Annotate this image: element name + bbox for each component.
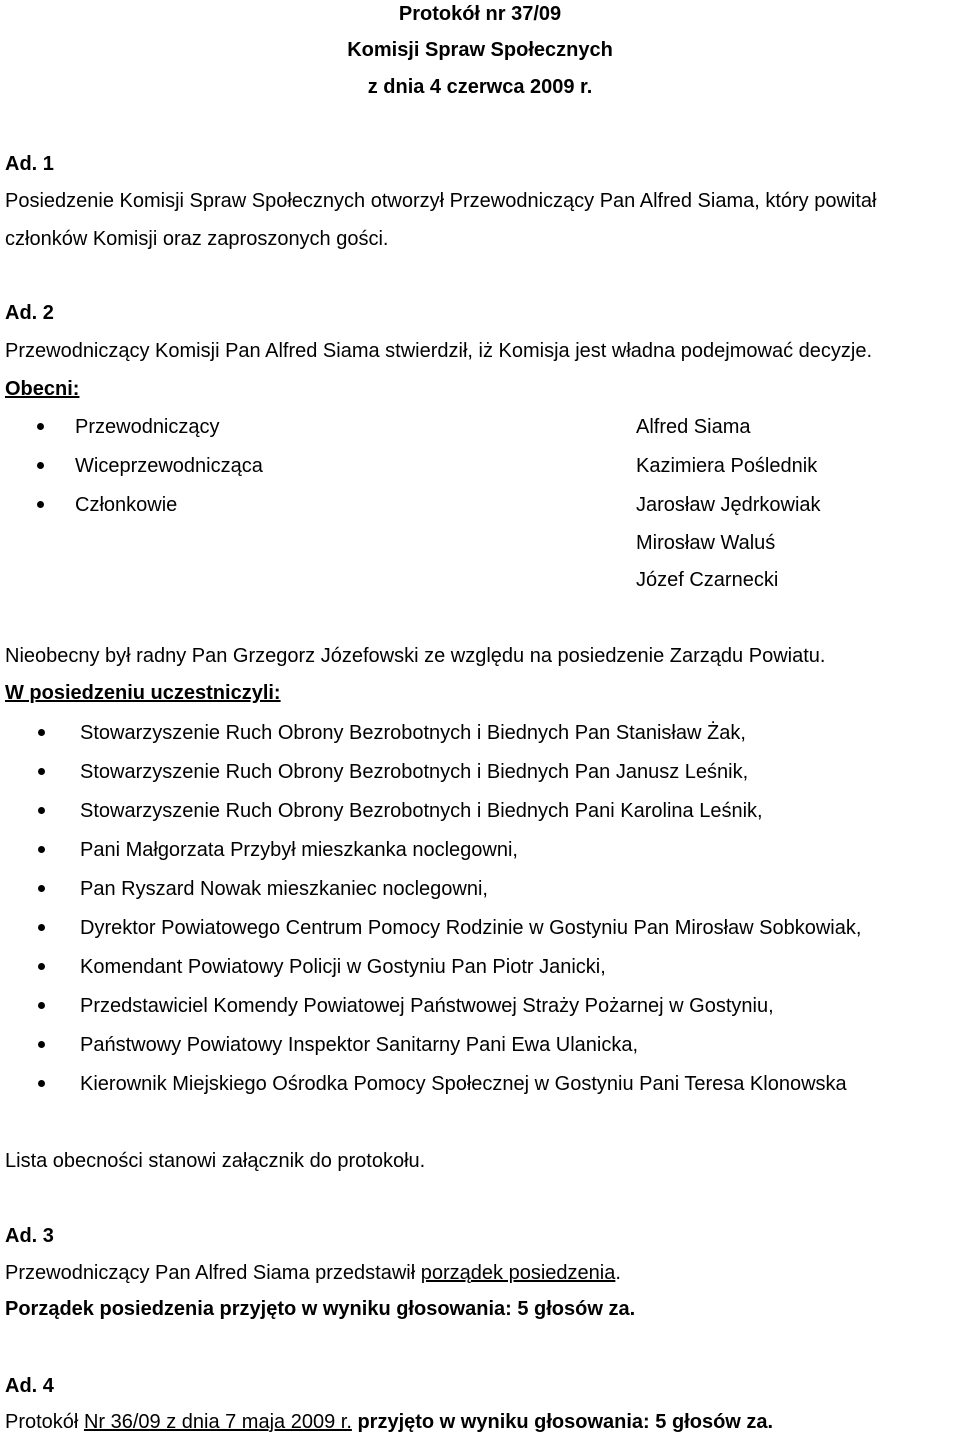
ad1-paragraph-line-2: członków Komisji oraz zaproszonych gości. [5, 228, 389, 250]
ad3-heading: Ad. 3 [5, 1225, 54, 1247]
participant-item: Komendant Powiatowy Policji w Gostyniu Pan Piotr Janicki, [80, 956, 606, 978]
absent-note: Nieobecny był radny Pan Grzegorz Józefowski ze względu na posiedzenie Zarządu Powiatu. [5, 645, 826, 667]
participant-item: Dyrektor Powiatowego Centrum Pomocy Rodzinie w Gostyniu Pan Mirosław Sobkowiak, [80, 917, 862, 939]
participant-item: Przedstawiciel Komendy Powiatowej Państwowej Straży Pożarnej w Gostyniu, [80, 995, 774, 1017]
bullet-icon [38, 729, 45, 736]
document-subtitle: Komisji Spraw Społecznych [347, 39, 613, 61]
agenda-link[interactable]: porządek posiedzenia [420, 1262, 616, 1284]
ad2-statement: Przewodniczący Komisji Pan Alfred Siama stwierdził, iż Komisja jest władna podejmować decyzje. [5, 340, 873, 362]
participant-item: Pan Ryszard Nowak mieszkaniec noclegowni, [80, 878, 488, 900]
previous-protocol-link[interactable]: Nr 36/09 z dnia 7 maja 2009 r. [83, 1411, 352, 1433]
bullet-icon [37, 423, 44, 430]
bullet-icon [38, 963, 45, 970]
participant-item: Stowarzyszenie Ruch Obrony Bezrobotnych i Biednych Pani Karolina Leśnik, [80, 800, 763, 822]
participants-label: W posiedzeniu uczestniczyli: [5, 682, 281, 704]
present-name: Jarosław Jędrkowiak [636, 494, 821, 516]
present-role: Wiceprzewodnicząca [75, 455, 263, 477]
ad1-paragraph-line-1: Posiedzenie Komisji Spraw Społecznych otworzył Przewodniczący Pan Alfred Siama, który powitał [5, 190, 877, 212]
attendance-note: Lista obecności stanowi załącznik do protokołu. [5, 1150, 426, 1172]
present-role: Członkowie [75, 494, 178, 516]
ad3-paragraph [5, 1263, 621, 1283]
ad4-vote-result: przyjęto w wyniku głosowania: 5 głosów za. [351, 1411, 774, 1433]
bullet-icon [38, 1002, 45, 1009]
bullet-icon [37, 501, 44, 508]
document-date: z dnia 4 czerwca 2009 r. [367, 76, 593, 98]
bullet-icon [38, 768, 45, 775]
document-title: Protokół nr 37/09 [398, 3, 562, 25]
bullet-icon [38, 807, 45, 814]
bullet-icon [38, 1041, 45, 1048]
present-name: Alfred Siama [636, 416, 751, 438]
ad4-paragraph [5, 1412, 773, 1432]
bullet-icon [38, 846, 45, 853]
participant-item: Kierownik Miejskiego Ośrodka Pomocy Społecznej w Gostyniu Pani Teresa Klonowska [80, 1073, 847, 1095]
ad3-vote-result: Porządek posiedzenia przyjęto w wyniku głosowania: 5 głosów za. [5, 1298, 636, 1320]
ad1-heading: Ad. 1 [5, 153, 54, 175]
ad3-text: Przewodniczący Pan Alfred Siama przedstawił [5, 1262, 421, 1284]
ad4-text: Protokół [5, 1411, 84, 1433]
present-role: Przewodniczący [75, 416, 220, 438]
present-name: Kazimiera Poślednik [636, 455, 818, 477]
ad4-heading: Ad. 4 [5, 1375, 54, 1397]
bullet-icon [38, 885, 45, 892]
bullet-icon [38, 1080, 45, 1087]
participant-item: Stowarzyszenie Ruch Obrony Bezrobotnych i Biednych Pan Janusz Leśnik, [80, 761, 749, 783]
bullet-icon [37, 462, 44, 469]
ad2-heading: Ad. 2 [5, 302, 54, 324]
bullet-icon [38, 924, 45, 931]
participant-item: Pani Małgorzata Przybył mieszkanka noclegowni, [80, 839, 518, 861]
participant-item: Stowarzyszenie Ruch Obrony Bezrobotnych i Biednych Pan Stanisław Żak, [80, 722, 746, 744]
present-label: Obecni: [5, 378, 80, 400]
ad3-text-end: . [615, 1262, 621, 1284]
participant-item: Państwowy Powiatowy Inspektor Sanitarny Pani Ewa Ulanicka, [80, 1034, 639, 1056]
present-name: Mirosław Waluś [636, 532, 776, 554]
present-name: Józef Czarnecki [636, 569, 779, 591]
